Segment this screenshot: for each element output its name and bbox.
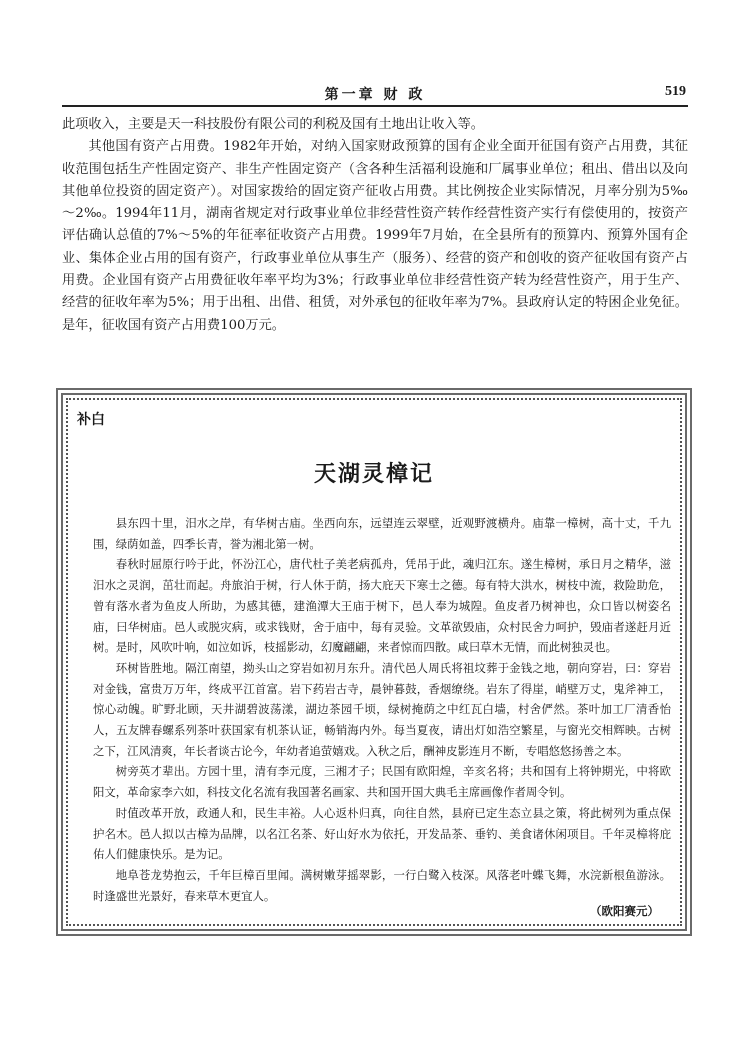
paragraph: 此项收入，主要是天一科技股份有限公司的利税及国有土地出让收入等。 xyxy=(62,117,484,132)
box-label: 补白 xyxy=(77,412,105,428)
essay-body xyxy=(93,513,671,906)
essay-paragraph: 环树皆胜地。隔江南望，拗头山之穿岩如初月东升。清代邑人周氏将祖坟葬于金钱之地，朝向穿岩，曰：穿岩对金钱，富贵万万年，终成平江首富。岩下药岩古寺，晨钟暮鼓，香烟缭绕。岩东了得崖，峭壁万丈，鬼斧神工，惊心动魄。旷野北顾，天井湖碧波荡漾，湖边茶园千顷，绿树掩荫之中红瓦白墙，村舍俨然。茶叶加工厂清香怡人，五友牌春螺系列茶叶获国家有机茶认证，畅销海内外。每当夏夜，请出灯如浩空繁星，与窗光交相辉映。古树之下，江风清爽，年长者谈古论今，年幼者追萤嬉戏。入秋之后，酬神皮影连月不断，专唱悠悠扬善之本。 xyxy=(93,660,671,758)
page-number: 519 xyxy=(665,84,686,99)
essay-paragraph: 树旁英才辈出。方园十里，清有李元度，三湘才子；民国有欧阳煌，辛亥名将；共和国有上将钟期光，中将欧阳文，革命家李六如，科技文化名流有我国著名画家、共和国开国大典毛主席画像作者周令钊。 xyxy=(93,764,671,800)
author-credit: （欧阳赛元） xyxy=(590,904,659,918)
essay-paragraph: 地阜苍龙势抱云，千年巨樟百里闻。满树嫩芽摇翠影，一行白鹭入枝深。风落老叶蝶飞舞，水浣新根鱼游泳。时逢盛世光景好，春来草木更宜人。 xyxy=(93,867,671,903)
essay-title: 天湖灵樟记 xyxy=(313,461,434,487)
essay-paragraph: 春秋时屈原行吟于此，怀汾江心，唐代杜子美老病孤舟，凭吊于此，魂归江东。遂生樟树，承日月之精华，滋汨水之灵润，茁壮而起。舟旅泊于树，行人休于荫，扬大庇天下寒士之德。每有特大洪水，树枝中流，救险助危，曾有落水者为鱼皮人所助，为感其德，建渔潭大王庙于树下，邑人奉为城隍。鱼皮者乃树神也，众口皆以树姿名庙，曰华树庙。邑人或脱灾病，或求钱财，舍于庙中，每有灵验。文革欲毁庙，众村民舍力呵护，毁庙者遂赶月近树。是时，风吹叶响，如泣如诉，枝摇影动，幻魔翩翩，来者惊而四散。咸曰草木无情，而此树独灵也。 xyxy=(93,557,671,655)
paragraph: 其他国有资产占用费。1982年开始，对纳入国家财政预算的国有企业全面开征国有资产占用费，其征收范围包括生产性固定资产、非生产性固定资产（含各种生活福利设施和厂属事业单位；租出、借出以及向其他单位投资的固定资产）。对国家拨给的固定资产征收占用费。其比例按企业实际情况，月率分别为5‰～2‰。1994年11月，湖南省规定对行政事业单位非经营性资产转作经营性资产实行有偿使用的，按资产评估确认总值的7%～5%的年征率征收资产占用费。1999年7月始，在全县所有的预算内、预算外国有企业、集体企业占用的国有资产，行政事业单位从事生产（服务）、经营的资产和创收的资产征收国有资产占用费。企业国有资产占用费征收年率平均为3%；行政事业单位非经营性资产转为经营性资产，用于生产、经营的征收年率为5%；用于出租、出借、租赁，对外承包的征收年率为7%。县政府认定的特困企业免征。是年，征收国有资产占用费100万元。 xyxy=(62,139,688,333)
chapter-title: 第一章 财 政 xyxy=(324,87,426,103)
filler-box xyxy=(56,388,692,936)
essay-paragraph: 县东四十里，汨水之岸，有华树古庙。坐西向东，远望连云翠壁，近观野渡横舟。庙靠一樟树，高十丈，千九围，绿荫如盖，四季长青，誉为湘北第一树。 xyxy=(93,516,671,551)
main-text xyxy=(62,114,688,337)
page-header xyxy=(62,80,688,106)
essay-paragraph: 时值改革开放，政通人和，民生丰裕。人心返朴归真，向往自然，县府已定生态立县之策，将此树列为重点保护名木。邑人拟以古樟为品牌，以名江名茶、好山好水为依托，开发品茶、垂钓、美食诸休闲项目。千年灵樟将庇佑人们健康快乐。是为记。 xyxy=(93,805,671,862)
header-rule xyxy=(62,105,688,107)
